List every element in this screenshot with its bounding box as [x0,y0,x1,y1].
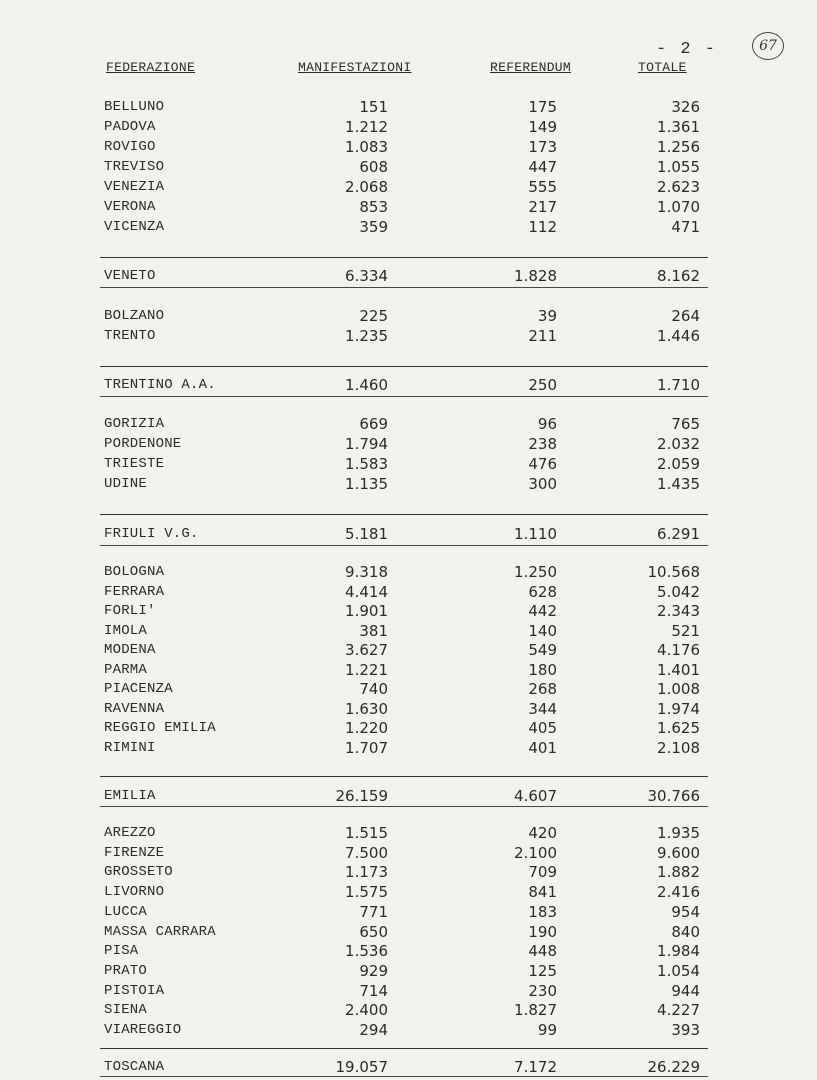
federation-name: TREVISO [104,159,165,175]
referendum-value: 1.828 [514,267,557,285]
rule-line [100,545,708,546]
referendum-value: 2.100 [514,844,557,862]
federation-name: SIENA [104,1002,148,1018]
referendum-value: 7.172 [514,1058,557,1076]
manifestations-value: 5.181 [345,525,388,543]
total-value: 1.710 [657,376,700,394]
table-row [0,823,817,843]
total-value: 1.984 [657,942,700,960]
total-value: 1.008 [657,680,700,698]
manifestations-value: 6.334 [345,267,388,285]
federation-name: UDINE [104,476,148,492]
manifestations-value: 4.414 [345,583,388,601]
manifestations-value: 7.500 [345,844,388,862]
federation-name: RIMINI [104,740,156,756]
referendum-value: 448 [528,942,557,960]
table-row [0,306,817,326]
total-value: 521 [671,622,700,640]
total-value: 2.059 [657,455,700,473]
federation-name: REGGIO EMILIA [104,720,216,736]
table-row [0,434,817,454]
federation-name: PARMA [104,662,148,678]
referendum-value: 628 [528,583,557,601]
region-name: EMILIA [104,788,156,804]
header-total: TOTALE [638,60,687,75]
total-value: 4.227 [657,1001,700,1019]
referendum-value: 250 [528,376,557,394]
federation-name: ROVIGO [104,139,156,155]
total-value: 326 [671,98,700,116]
referendum-value: 39 [537,307,557,325]
referendum-value: 230 [528,982,557,1000]
referendum-value: 447 [528,158,557,176]
table-row [0,117,817,137]
manifestations-value: 1.173 [345,863,388,881]
total-value: 1.935 [657,824,700,842]
table-row [0,97,817,117]
manifestations-value: 3.627 [345,641,388,659]
rule-line [100,514,708,515]
federation-name: TRIESTE [104,456,165,472]
manifestations-value: 740 [359,680,388,698]
referendum-value: 401 [528,739,557,757]
total-value: 2.343 [657,602,700,620]
table-row [0,217,817,237]
table-row [0,961,817,981]
manifestations-value: 853 [359,198,388,216]
total-value: 944 [671,982,700,1000]
manifestations-value: 1.235 [345,327,388,345]
table-row [0,640,817,660]
manifestations-value: 9.318 [345,563,388,581]
federation-name: TRENTO [104,328,156,344]
table-row [0,843,817,863]
referendum-value: 190 [528,923,557,941]
total-value: 765 [671,415,700,433]
manifestations-value: 714 [359,982,388,1000]
referendum-value: 555 [528,178,557,196]
manifestations-value: 1.221 [345,661,388,679]
table-row [0,922,817,942]
region-total-row [0,1057,817,1077]
table-row [0,882,817,902]
total-value: 1.446 [657,327,700,345]
manifestations-value: 1.212 [345,118,388,136]
manifestations-value: 26.159 [335,787,388,805]
referendum-value: 1.827 [514,1001,557,1019]
total-value: 2.623 [657,178,700,196]
referendum-value: 268 [528,680,557,698]
federation-name: FERRARA [104,584,165,600]
federation-name: GROSSETO [104,864,173,880]
referendum-value: 300 [528,475,557,493]
region-total-row [0,375,817,395]
federation-name: MODENA [104,642,156,658]
federation-name: PISTOIA [104,983,165,999]
total-value: 1.054 [657,962,700,980]
rule-line [100,806,708,807]
total-value: 264 [671,307,700,325]
federation-name: BOLOGNA [104,564,165,580]
referendum-value: 96 [537,415,557,433]
referendum-value: 140 [528,622,557,640]
manifestations-value: 1.707 [345,739,388,757]
federation-name: VERONA [104,199,156,215]
referendum-value: 841 [528,883,557,901]
rule-line [100,396,708,397]
referendum-value: 112 [528,218,557,236]
total-value: 5.042 [657,583,700,601]
total-value: 1.070 [657,198,700,216]
referendum-value: 180 [528,661,557,679]
federation-name: FIRENZE [104,845,165,861]
header-federation: FEDERAZIONE [106,60,196,75]
rule-line [100,287,708,288]
referendum-value: 420 [528,824,557,842]
manifestations-value: 650 [359,923,388,941]
table-row [0,941,817,961]
table-row [0,679,817,699]
table-row [0,621,817,641]
referendum-value: 1.250 [514,563,557,581]
referendum-value: 99 [537,1021,557,1039]
federation-name: PADOVA [104,119,156,135]
manifestations-value: 669 [359,415,388,433]
table-row [0,157,817,177]
manifestations-value: 151 [359,98,388,116]
referendum-value: 344 [528,700,557,718]
header-manifestations: MANIFESTAZIONI [298,60,412,75]
manifestations-value: 771 [359,903,388,921]
federation-name: MASSA CARRARA [104,924,216,940]
manifestations-value: 1.630 [345,700,388,718]
total-value: 4.176 [657,641,700,659]
total-value: 10.568 [647,563,700,581]
referendum-value: 238 [528,435,557,453]
table-row [0,660,817,680]
federation-name: BOLZANO [104,308,165,324]
referendum-value: 217 [528,198,557,216]
table-row [0,862,817,882]
manifestations-value: 1.575 [345,883,388,901]
manifestations-value: 1.536 [345,942,388,960]
total-value: 840 [671,923,700,941]
federation-name: BELLUNO [104,99,165,115]
manifestations-value: 1.583 [345,455,388,473]
table-row [0,177,817,197]
page-number: - 2 - [656,40,718,59]
federation-name: GORIZIA [104,416,165,432]
rule-line [100,257,708,258]
region-total-row [0,266,817,286]
table-row [0,1020,817,1040]
total-value: 2.032 [657,435,700,453]
table-row [0,738,817,758]
federation-name: PRATO [104,963,148,979]
rule-line [100,1048,708,1049]
total-value: 1.055 [657,158,700,176]
table-row [0,197,817,217]
total-value: 1.882 [657,863,700,881]
region-name: VENETO [104,268,156,284]
table-row [0,137,817,157]
federation-name: AREZZO [104,825,156,841]
referendum-value: 405 [528,719,557,737]
total-value: 8.162 [657,267,700,285]
manifestations-value: 381 [359,622,388,640]
manifestations-value: 1.794 [345,435,388,453]
rule-line [100,366,708,367]
manifestations-value: 359 [359,218,388,236]
federation-name: PISA [104,943,139,959]
total-value: 1.401 [657,661,700,679]
manifestations-value: 1.460 [345,376,388,394]
federation-name: LIVORNO [104,884,165,900]
total-value: 6.291 [657,525,700,543]
federation-name: IMOLA [104,623,148,639]
table-row [0,474,817,494]
total-value: 26.229 [647,1058,700,1076]
federation-name: VENEZIA [104,179,165,195]
federation-name: FORLI' [104,603,156,619]
referendum-value: 183 [528,903,557,921]
manifestations-value: 1.901 [345,602,388,620]
region-name: TRENTINO A.A. [104,377,216,393]
total-value: 471 [671,218,700,236]
table-row [0,902,817,922]
referendum-value: 4.607 [514,787,557,805]
total-value: 1.361 [657,118,700,136]
table-row [0,718,817,738]
table-row [0,1000,817,1020]
table-row [0,601,817,621]
table-row [0,582,817,602]
table-row [0,326,817,346]
federation-name: VIAREGGIO [104,1022,182,1038]
manifestations-value: 1.220 [345,719,388,737]
rule-line [100,776,708,777]
referendum-value: 442 [528,602,557,620]
table-row [0,414,817,434]
federation-name: LUCCA [104,904,148,920]
total-value: 2.108 [657,739,700,757]
region-total-row [0,524,817,544]
total-value: 1.974 [657,700,700,718]
manifestations-value: 1.135 [345,475,388,493]
region-name: TOSCANA [104,1059,165,1075]
manifestations-value: 2.400 [345,1001,388,1019]
federation-name: RAVENNA [104,701,165,717]
referendum-value: 175 [528,98,557,116]
manifestations-value: 1.083 [345,138,388,156]
referendum-value: 211 [528,327,557,345]
referendum-value: 149 [528,118,557,136]
federation-name: PORDENONE [104,436,182,452]
total-value: 9.600 [657,844,700,862]
total-value: 393 [671,1021,700,1039]
manifestations-value: 929 [359,962,388,980]
federation-name: PIACENZA [104,681,173,697]
referendum-value: 709 [528,863,557,881]
manifestations-value: 608 [359,158,388,176]
manifestations-value: 225 [359,307,388,325]
total-value: 1.435 [657,475,700,493]
manifestations-value: 1.515 [345,824,388,842]
manifestations-value: 294 [359,1021,388,1039]
total-value: 1.256 [657,138,700,156]
referendum-value: 125 [528,962,557,980]
federation-name: VICENZA [104,219,165,235]
page-stamp: 67 [752,32,784,60]
total-value: 1.625 [657,719,700,737]
table-row [0,454,817,474]
total-value: 2.416 [657,883,700,901]
manifestations-value: 19.057 [335,1058,388,1076]
table-row [0,981,817,1001]
region-total-row [0,786,817,806]
total-value: 954 [671,903,700,921]
region-name: FRIULI V.G. [104,526,199,542]
referendum-value: 549 [528,641,557,659]
header-referendum: REFERENDUM [490,60,572,75]
referendum-value: 476 [528,455,557,473]
manifestations-value: 2.068 [345,178,388,196]
total-value: 30.766 [647,787,700,805]
referendum-value: 1.110 [514,525,557,543]
table-row [0,562,817,582]
table-row [0,699,817,719]
rule-line [100,1076,708,1077]
referendum-value: 173 [528,138,557,156]
